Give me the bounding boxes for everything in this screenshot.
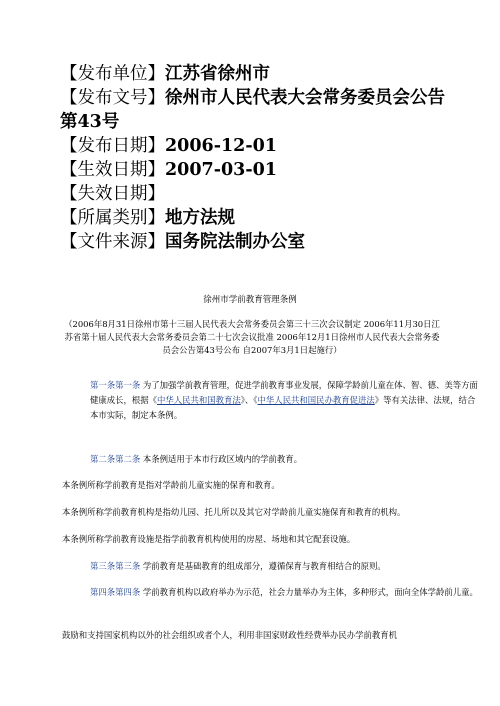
meta-row-effective-date: [60, 158, 460, 182]
meta-value: 徐州市人民代表大会常务委员会公告第43号: [60, 88, 445, 132]
meta-key: 【所属类别】: [60, 208, 165, 228]
education-law-link[interactable]: 中华人民共和国教育法: [157, 395, 241, 405]
document-preamble: （2006年8月31日徐州市第十三届人民代表大会常务委员会第三十三次会议制定 2006年11月30日江苏省第十届人民代表大会常务委员会第二十七次会议批准 2006年12月1日徐州市人民代表大会常务委员会公告第43号公布 自2007年3月1日起施行）: [64, 319, 440, 355]
meta-row-source: [60, 230, 460, 254]
paragraph-encourage-private: 鼓励和支持国家机构以外的社会组织或者个人，利用非国家财政性经费举办民办学前教育机: [62, 630, 397, 640]
meta-row-expiry-date: [60, 182, 460, 206]
meta-key: 【发布单位】: [60, 64, 165, 84]
article-1-text: 为了加强学前教育管理，促进学前教育事业发展，保障学龄前儿童在体、智、德、美等方面健康成长，根据《: [90, 380, 478, 405]
article-3-text: 学前教育是基础教育的组成部分，遵循保育与教育相结合的原则。: [140, 561, 386, 571]
meta-row-category: [60, 206, 460, 230]
meta-value: 国务院法制办公室: [165, 232, 305, 252]
meta-value: 2006-12-01: [165, 136, 277, 156]
article-1-label: 第一条第一条: [90, 380, 141, 390]
article-4-label: 第四条第四条: [90, 587, 141, 597]
meta-row-doc-number: [60, 86, 460, 134]
article-4: [62, 585, 478, 600]
article-2-label: 第二条第二条: [90, 454, 141, 464]
meta-value: 江苏省徐州市: [165, 64, 270, 84]
meta-value: 2007-03-01: [165, 160, 277, 180]
meta-row-issue-date: [60, 134, 460, 158]
paragraph-definition-institution: 本条例所称学前教育机构是指幼儿园、托儿所以及其它对学龄前儿童实施保育和教育的机构。: [62, 507, 406, 517]
meta-key: 【失效日期】: [60, 184, 165, 204]
article-3-label: 第三条第三条: [90, 561, 141, 571]
meta-key: 【文件来源】: [60, 232, 165, 252]
article-2: [62, 452, 478, 467]
article-1-separator: 》、《: [240, 395, 258, 405]
metadata-block: [60, 62, 460, 254]
meta-row-issuer: [60, 62, 460, 86]
meta-value: 地方法规: [165, 208, 235, 228]
private-education-law-link[interactable]: 中华人民共和国民办教育促进法: [257, 395, 375, 405]
article-4-text: 学前教育机构以政府举办为示范，社会力量举办为主体，多种形式，面向全体学龄前儿童。: [140, 587, 478, 597]
article-1: [62, 378, 478, 423]
paragraph-definition-preschool: 本条例所称学前教育是指对学龄前儿童实施的保育和教育。: [62, 480, 280, 490]
document-title: 徐州市学前教育管理条例: [203, 295, 297, 305]
meta-key: 【生效日期】: [60, 160, 165, 180]
paragraph-definition-facility: 本条例所称学前教育设施是指学前教育机构使用的房屋、场地和其它配套设施。: [62, 534, 356, 544]
article-2-text: 本条例适用于本市行政区域内的学前教育。: [140, 454, 303, 464]
article-1-text-end: 》等有关法律、法规，结合本市实际，制定本条例。: [90, 395, 476, 420]
meta-key: 【发布日期】: [60, 136, 165, 156]
meta-key: 【发布文号】: [60, 88, 165, 108]
article-3: [62, 559, 478, 574]
